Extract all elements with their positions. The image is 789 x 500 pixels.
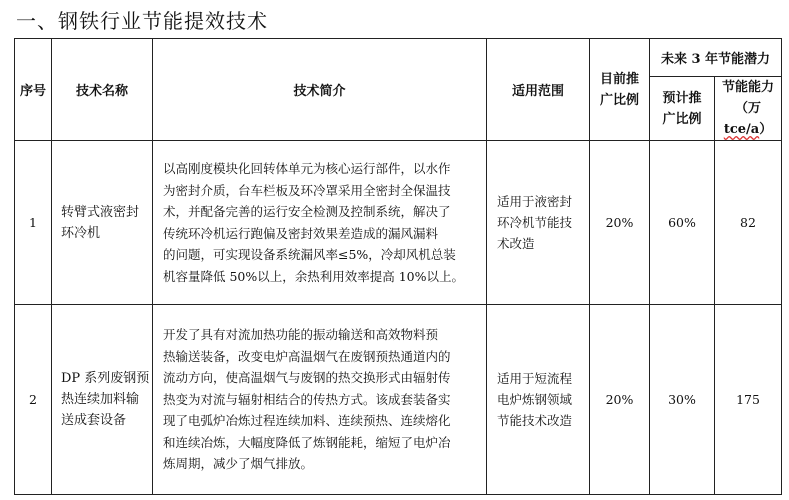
- cell-scope: 适用于短流程 电炉炼钢领域 节能技术改造: [487, 305, 590, 495]
- cell-current-ratio: 20%: [590, 305, 650, 495]
- header-intro: 技术简介: [153, 39, 487, 141]
- cell-current-ratio: 20%: [590, 141, 650, 305]
- cell-index: 1: [15, 141, 52, 305]
- header-name: 技术名称: [52, 39, 153, 141]
- header-capacity: 节能能力 （万 tce/a）: [715, 77, 782, 141]
- header-expected-ratio: 预计推 广比例: [650, 77, 715, 141]
- cell-index: 2: [15, 305, 52, 495]
- cell-scope: 适用于液密封 环冷机节能技 术改造: [487, 141, 590, 305]
- table-row: [15, 305, 782, 495]
- cell-expected-ratio: 60%: [650, 141, 715, 305]
- header-potential-group: 未来 3 年节能潜力: [650, 39, 782, 77]
- header-scope: 适用范围: [487, 39, 590, 141]
- cell-expected-ratio: 30%: [650, 305, 715, 495]
- cell-capacity: 82: [715, 141, 782, 305]
- table-row: [15, 141, 782, 305]
- header-index: 序号: [15, 39, 52, 141]
- header-current-ratio: 目前推 广比例: [590, 39, 650, 141]
- cell-capacity: 175: [715, 305, 782, 495]
- cell-tech-intro: 以高刚度模块化回转体单元为核心运行部件，以水作 为密封介质，台车栏板及环冷罩采用全密封全保温技 术，并配备完善的运行安全检测及控制系统，解决了 传统环冷机运行跑偏及密封效果差造成的漏风漏料 的问题，可实现设备系统漏风率≤5%，冷却风机总装 机容量降低 50%以上，余热利用效率提高 10%以上。: [153, 141, 487, 305]
- energy-tech-table: [14, 38, 782, 495]
- section-heading: 一、钢铁行业节能提效技术: [16, 9, 268, 33]
- cell-tech-name: DP 系列废钢预 热连续加料输 送成套设备: [52, 305, 153, 495]
- cell-tech-intro: 开发了具有对流加热功能的振动输送和高效物料预 热输送装备，改变电炉高温烟气在废钢预热通道内的 流动方向，使高温烟气与废钢的热交换形式由辐射传 热变为对流与辐射相结合的传热方式。该成套装备实 现了电弧炉冶炼过程连续加料、连续预热、连续熔化 和连续冶炼，大幅度降低了炼钢能耗，缩短了电炉冶 炼周期，减少了烟气排放。: [153, 305, 487, 495]
- header-row-1: [15, 39, 782, 77]
- cell-tech-name: 转臂式液密封 环冷机: [52, 141, 153, 305]
